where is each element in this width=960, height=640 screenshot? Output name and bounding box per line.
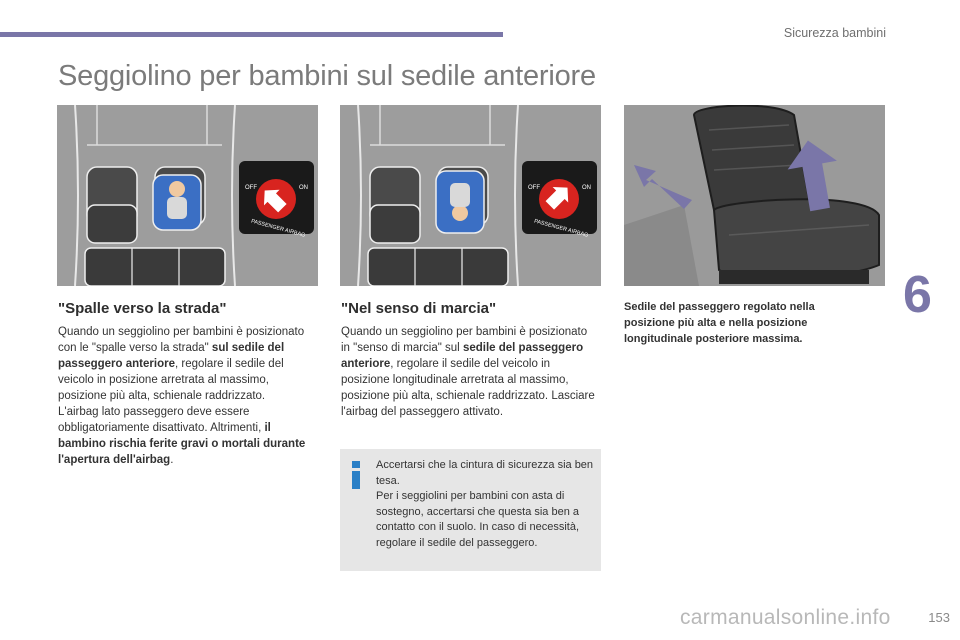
airbag-off-label: OFF	[528, 185, 540, 191]
forward-facing-seat-image	[340, 105, 601, 286]
airbag-sign-text: PASSENGER AIRBAG	[250, 218, 306, 239]
airbag-off-label: OFF	[245, 185, 257, 191]
col1-text-part: Quando un seggiolino per bambini è posizionato con le "spalle verso la strada"	[58, 326, 305, 354]
airbag-on-label: ON	[582, 185, 591, 191]
rear-facing-seat-image	[57, 105, 318, 286]
section-header: Sicurezza bambini	[783, 26, 886, 40]
airbag-sign-text: PASSENGER AIRBAG	[533, 218, 589, 239]
col1-text-part: , regolare il sedile del veicolo in posizione arretrata al massimo, posizione più alta, schienale raddrizzato.	[58, 358, 284, 402]
col1-text	[58, 324, 314, 468]
watermark: carmanualsonline.info	[680, 606, 891, 629]
seat-caption: Sedile del passeggero regolato nella posizione più alta e nella posizione longitudinale posteriore massima.	[624, 301, 815, 345]
car-top-view-rear-facing	[57, 105, 318, 286]
col1-text-part: .	[170, 454, 174, 466]
col2-heading: "Nel senso di marcia"	[341, 300, 497, 317]
info-box	[340, 449, 601, 571]
col2-text-bold: sedile del passeggero anteriore	[341, 342, 584, 370]
header-bar	[0, 32, 503, 37]
adjusted-seat-image	[624, 105, 885, 286]
col1-text-bold: sul sedile del passeggero anteriore	[58, 342, 285, 370]
page-title: Seggiolino per bambini sul sedile anteriore	[58, 60, 596, 92]
col1-warning-bold: il bambino rischia ferite gravi o mortali durante l'apertura dell'airbag	[58, 422, 306, 466]
info-text	[376, 458, 596, 552]
info-line-1: Accertarsi che la cintura di sicurezza sia ben tesa.	[376, 459, 594, 487]
airbag-off-sign	[239, 161, 314, 239]
col1-text-part: L'airbag lato passeggero deve essere obbligatoriamente disattivato. Altrimenti,	[58, 406, 265, 434]
col2-text-part: , regolare il sedile del veicolo in posizione longitudinale arretrata al massimo, posizione più alta, schienale raddrizzato. Lasciare l'airbag del passeggero attivato.	[341, 358, 595, 418]
col2-text	[341, 324, 597, 420]
airbag-on-label: ON	[299, 185, 308, 191]
passenger-seat-illustration	[624, 105, 885, 286]
info-icon	[351, 461, 361, 489]
col2-text-part: Quando un seggiolino per bambini è posizionato in "senso di marcia" sul	[341, 326, 588, 354]
info-line-2: Per i seggiolini per bambini con asta di sostegno, accertarsi che questa sia ben a contatto con il suolo. In caso di necessità, regolare il sedile del passeggero.	[376, 490, 580, 549]
airbag-off-sign	[522, 161, 597, 239]
col1-heading: "Spalle verso la strada"	[58, 300, 227, 317]
chapter-number: 6	[903, 266, 932, 324]
car-top-view-forward-facing	[340, 105, 601, 286]
page-number: 153	[928, 610, 950, 625]
